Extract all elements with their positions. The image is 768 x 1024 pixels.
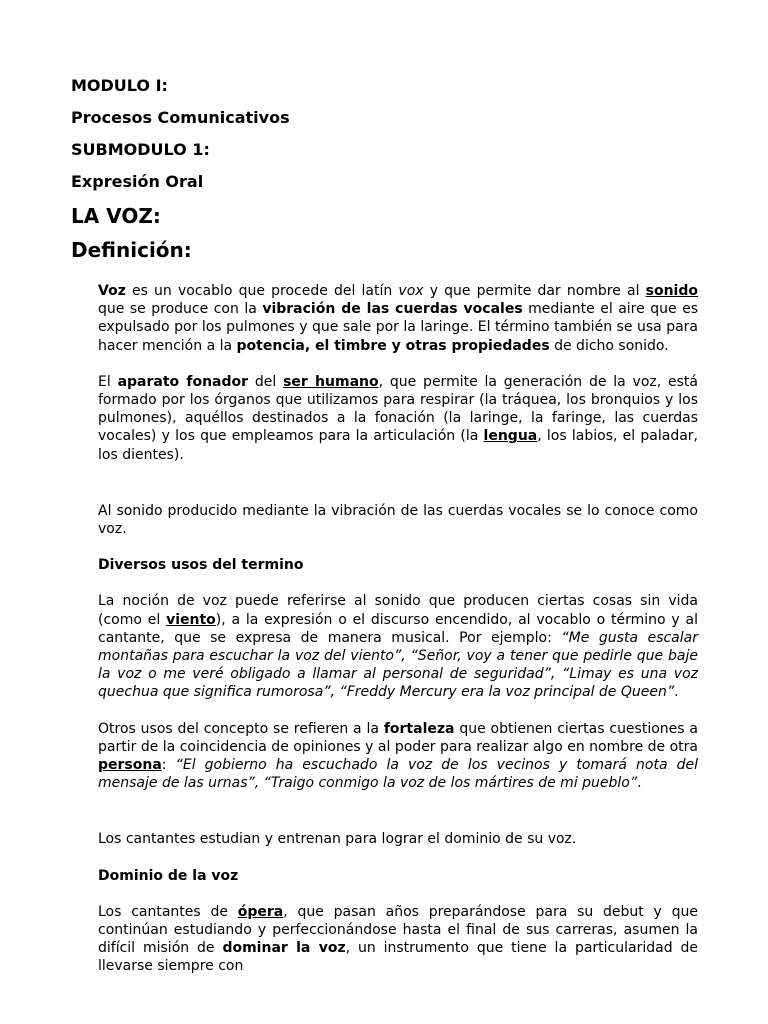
text-run: El bbox=[98, 373, 118, 390]
text-run: que se produce con la bbox=[98, 301, 263, 318]
submodule-heading: SUBMODULO 1: bbox=[71, 140, 210, 159]
emphasis-text: dominar la voz bbox=[222, 940, 346, 957]
text-run: , que permite la generación de la voz, está formado por los órganos que utilizamos para respirar (la tráquea, los bronquios y los pulmones), aquéllos destinados a la fonación (la laringe, la faringe, las cuerdas vocales) y los que empleamos para la articulación (la bbox=[98, 373, 698, 445]
text-run: que obtienen ciertas cuestiones a partir de la coincidencia de opiniones y al poder para realizar algo en nombre de otra bbox=[98, 720, 698, 755]
example-quotes: “Me gusta escalar montañas para escuchar la voz del viento”, “Señor, voy a tener que pedirle que baje la voz o me veré obligado a llamar al personal de seguridad”, “Limay es una voz quechua que significa rumorosa”, “Freddy Mercury era la voz principal de Queen” bbox=[98, 629, 698, 701]
text-run: : bbox=[161, 757, 176, 774]
paragraph-otros-usos bbox=[98, 720, 698, 793]
text-run: La noción de voz puede referirse al sonido que producen ciertas cosas sin vida (como el bbox=[98, 593, 698, 628]
paragraph-definition bbox=[98, 282, 698, 355]
emphasis-text: potencia, el timbre y otras propiedades bbox=[236, 337, 550, 354]
paragraph-sonido: Al sonido producido mediante la vibración de las cuerdas vocales se lo conoce como voz. bbox=[98, 502, 698, 538]
latin-word: vox bbox=[398, 283, 424, 299]
text-run: de dicho sonido. bbox=[549, 337, 669, 354]
emphasis-text: aparato fonador bbox=[117, 373, 249, 390]
text-run: . bbox=[674, 684, 679, 701]
term-voz: Voz bbox=[98, 283, 126, 299]
emphasis-text: fortaleza bbox=[383, 720, 455, 737]
text-run: . bbox=[637, 775, 642, 792]
module-subtitle: Procesos Comunicativos bbox=[71, 108, 290, 127]
link-sonido[interactable]: sonido bbox=[645, 283, 698, 299]
text-run: mediante el aire que es expulsado por los pulmones y que sale por la laringe. El término también se usa para hacer mención a la bbox=[98, 301, 699, 354]
link-persona[interactable]: persona bbox=[98, 757, 162, 774]
text-run: Los cantantes de bbox=[98, 903, 238, 920]
paragraph-usos bbox=[98, 592, 698, 701]
link-lengua[interactable]: lengua bbox=[483, 428, 538, 445]
text-run: ), a la expresión o el discurso encendido, al vocablo o término y al cantante, que se expresa de manera musical. Por ejemplo: bbox=[98, 611, 698, 646]
link-viento[interactable]: viento bbox=[166, 611, 216, 628]
paragraph-aparato-fonador bbox=[98, 373, 698, 464]
text-run: , un instrumento que tiene la particularidad de llevarse siempre con bbox=[98, 940, 698, 975]
text-run: , los labios, el paladar, los dientes). bbox=[98, 428, 698, 463]
link-opera[interactable]: ópera bbox=[237, 903, 284, 920]
definition-body bbox=[98, 282, 698, 976]
link-ser-humano[interactable]: ser humano bbox=[283, 373, 379, 390]
text-run: Otros usos del concepto se refieren a la bbox=[98, 720, 384, 737]
text-run: es un vocablo que procede del latín bbox=[125, 283, 399, 299]
topic-title: LA VOZ: bbox=[71, 204, 161, 228]
text-run: , que pasan años preparándose para su debut y que continúan estudiando y perfeccionándose hasta el final de sus carreras, asumen la difícil misión de bbox=[98, 903, 698, 957]
module-heading: MODULO I: bbox=[71, 76, 168, 95]
text-run: del bbox=[248, 373, 284, 390]
text-run: y que permite dar nombre al bbox=[423, 283, 646, 299]
emphasis-text: vibración de las cuerdas vocales bbox=[262, 301, 523, 318]
paragraph-cantantes: Los cantantes estudian y entrenan para lograr el dominio de su voz. bbox=[98, 831, 577, 848]
section-heading-dominio: Dominio de la voz bbox=[98, 867, 239, 884]
definition-heading: Definición: bbox=[71, 238, 192, 262]
example-quotes: “El gobierno ha escuchado la voz de los vecinos y tomará nota del mensaje de las urnas”, “Traigo conmigo la voz de los mártires de mi pueblo” bbox=[98, 757, 698, 792]
paragraph-dominio bbox=[98, 903, 698, 976]
submodule-subtitle: Expresión Oral bbox=[71, 172, 204, 191]
section-heading-usos: Diversos usos del termino bbox=[98, 557, 304, 574]
